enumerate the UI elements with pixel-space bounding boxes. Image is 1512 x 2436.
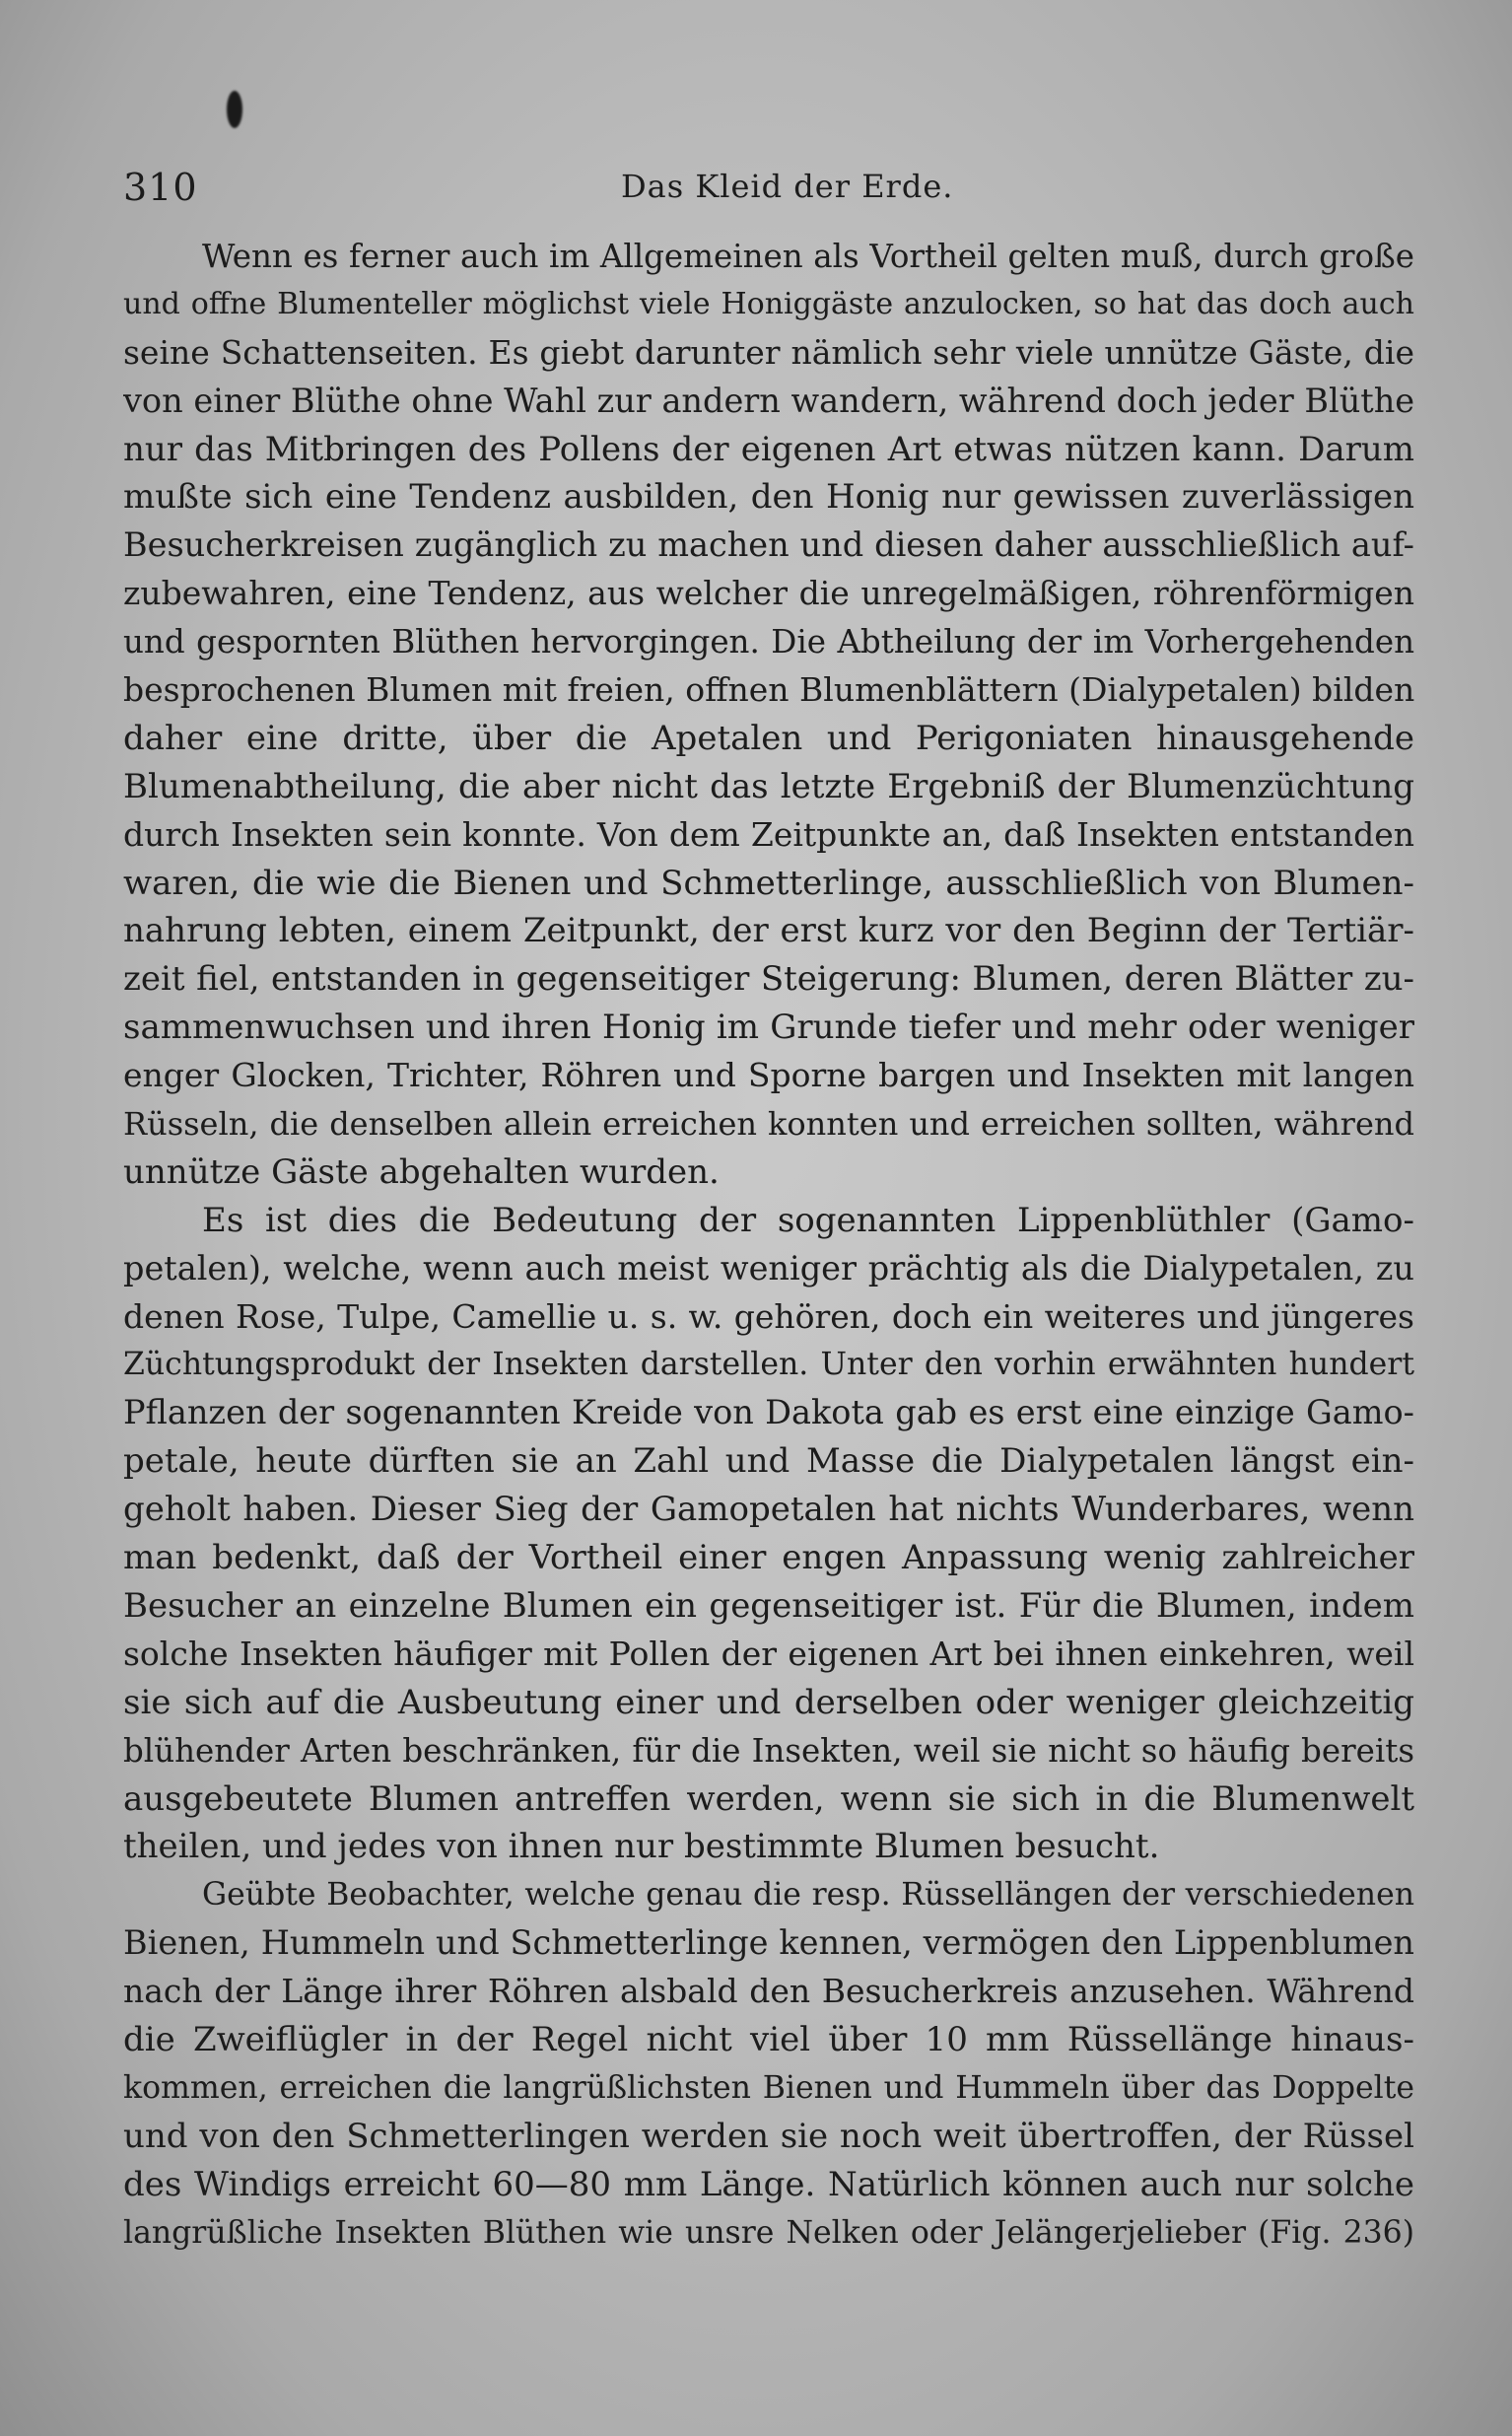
text-line: ausgebeutete Blumen antreffen werden, wenn sie sich in die Blumenwelt (123, 1778, 1414, 1819)
text-line: Es ist dies die Bedeutung der sogenannten Lippenblüthler (Gamo- (202, 1200, 1414, 1240)
text-line: Züchtungsprodukt der Insekten darstellen. Unter den vorhin erwähnten hundert (123, 1347, 1414, 1383)
text-line: denen Rose, Tulpe, Camellie u. s. w. gehören, doch ein weiteres und jüngeres (123, 1296, 1414, 1336)
text-line: nahrung lebten, einem Zeitpunkt, der erst kurz vor den Beginn der Tertiär- (123, 911, 1414, 951)
text-line: besprochenen Blumen mit freien, offnen Blumenblättern (Dialypetalen) bilden (123, 670, 1414, 710)
text-line: solche Insekten häufiger mit Pollen der eigenen Art bei ihnen einkehren, weil (123, 1634, 1414, 1673)
page-number: 310 (123, 166, 198, 209)
text-line: Besucher an einzelne Blumen ein gegenseitiger ist. Für die Blumen, indem (123, 1585, 1414, 1626)
text-line: Besucherkreisen zugänglich zu machen und diesen daher ausschließlich auf- (123, 525, 1414, 565)
text-line: seine Schattenseiten. Es giebt darunter nämlich sehr viele unnütze Gäste, die (123, 332, 1414, 372)
ink-blot (227, 91, 242, 128)
text-line: durch Insekten sein konnte. Von dem Zeitpunkte an, daß Insekten entstanden (123, 814, 1414, 854)
text-line: sammenwuchsen und ihren Honig im Grunde tiefer und mehr oder weniger (123, 1008, 1414, 1048)
text-line: theilen, und jedes von ihnen nur bestimmte Blumen besucht. (123, 1827, 1160, 1867)
text-line: geholt haben. Dieser Sieg der Gamopetalen hat nichts Wunderbares, wenn (123, 1490, 1414, 1530)
text-line: man bedenkt, daß der Vortheil einer engen Anpassung wenig zahlreicher (123, 1538, 1414, 1578)
text-line: langrüßliche Insekten Blüthen wie unsre Nelken oder Jelängerjelieber (Fig. 236) (123, 2214, 1414, 2251)
text-line: Blumenabtheilung, die aber nicht das letzte Ergebniß der Blumenzüchtung (123, 766, 1414, 806)
page-header (123, 166, 1414, 209)
paragraph-1 (123, 233, 1414, 1197)
text-line: des Windigs erreicht 60—80 mm Länge. Natürlich können auch nur solche (123, 2164, 1414, 2204)
text-line: kommen, erreichen die langrüßlichsten Bienen und Hummeln über das Doppelte (123, 2069, 1414, 2106)
text-line: enger Glocken, Trichter, Röhren und Sporne bargen und Insekten mit langen (123, 1056, 1414, 1095)
text-line: zubewahren, eine Tendenz, aus welcher die unregelmäßigen, röhrenförmigen (123, 574, 1414, 613)
text-line: von einer Blüthe ohne Wahl zur andern wandern, während doch jeder Blüthe (123, 381, 1414, 420)
text-line: nur das Mitbringen des Pollens der eigenen Art etwas nützen kann. Darum (123, 429, 1414, 469)
text-line: petale, heute dürften sie an Zahl und Masse die Dialypetalen längst ein- (123, 1441, 1414, 1482)
text-line: waren, die wie die Bienen und Schmetterlinge, ausschließlich von Blumen- (123, 863, 1414, 903)
body-text (123, 233, 1414, 2257)
text-line: Geübte Beobachter, welche genau die resp. Rüssellängen der verschiedenen (202, 1877, 1414, 1914)
paragraph-2 (123, 1197, 1414, 1871)
text-line: die Zweiflügler in der Regel nicht viel über 10 mm Rüssellänge hinaus- (123, 2019, 1414, 2059)
text-line: Rüsseln, die denselben allein erreichen konnten und erreichen sollten, während (123, 1105, 1414, 1144)
text-line: blühender Arten beschränken, für die Insekten, weil sie nicht so häufig bereits (123, 1731, 1414, 1770)
running-title: Das Kleid der Erde. (621, 168, 954, 205)
text-line: und gespornten Blüthen hervorgingen. Die Abtheilung der im Vorhergehenden (123, 623, 1414, 661)
text-line: mußte sich eine Tendenz ausbilden, den Honig nur gewissen zuverlässigen (123, 477, 1414, 518)
text-line: nach der Länge ihrer Röhren alsbald den Besucherkreis anzusehen. Während (123, 1972, 1414, 2011)
text-line: und von den Schmetterlingen werden sie noch weit übertroffen, der Rüssel (123, 2116, 1414, 2156)
text-line: zeit fiel, entstanden in gegenseitiger Steigerung: Blumen, deren Blätter zu- (123, 959, 1414, 1000)
paragraph-3 (123, 1871, 1414, 2257)
text-line: sie sich auf die Ausbeutung einer und derselben oder weniger gleichzeitig (123, 1682, 1414, 1722)
text-line: Wenn es ferner auch im Allgemeinen als Vortheil gelten muß, durch große (202, 238, 1414, 275)
text-line: unnütze Gäste abgehalten wurden. (123, 1151, 720, 1192)
text-line: daher eine dritte, über die Apetalen und Perigoniaten hinausgehende (123, 718, 1414, 758)
text-line: Bienen, Hummeln und Schmetterlinge kennen, vermögen den Lippenblumen (123, 1923, 1414, 1963)
text-line: Pflanzen der sogenannten Kreide von Dakota gab es erst eine einzige Gamo- (123, 1393, 1414, 1432)
text-line: petalen), welche, wenn auch meist weniger prächtig als die Dialypetalen, zu (123, 1248, 1414, 1288)
text-line: und offne Blumenteller möglichst viele Honiggäste anzulocken, so hat das doch auch (123, 286, 1414, 321)
